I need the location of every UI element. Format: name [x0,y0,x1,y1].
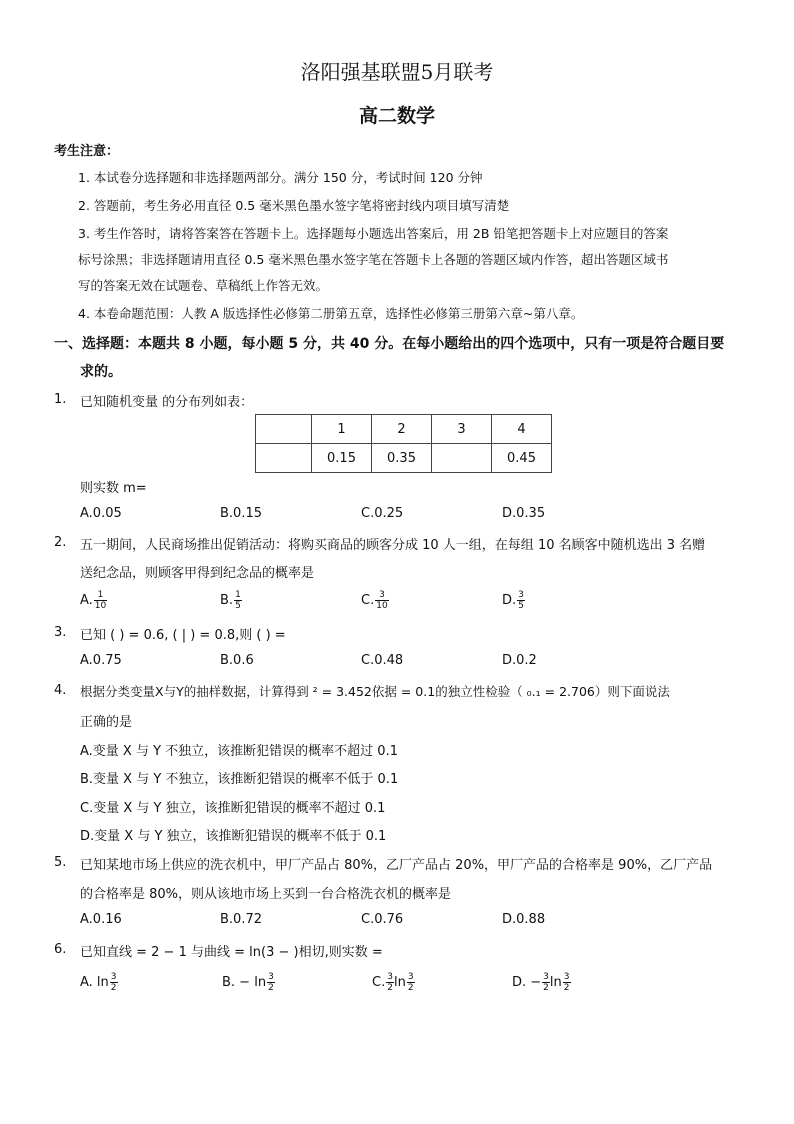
fraction-denominator: 2 [110,983,117,993]
q4-option-b: B.变量 X 与 Y 不独立，该推断犯错误的概率不低于 0.1 [80,772,399,787]
fraction [407,972,415,993]
q5-option-b: B.0.72 [220,912,262,927]
table-row [256,444,552,473]
fraction [110,972,118,993]
q1-after: 则实数 m= [80,481,147,496]
notice-line-6: 4. 本卷命题范围：人教 A 版选择性必修第二册第五章，选择性必修第三册第六章~第八章。 [78,306,584,321]
fraction-numerator: 3 [110,972,117,982]
fraction [542,972,550,993]
q4-stem-line2: 正确的是 [80,715,133,730]
q2-option-b [220,590,242,611]
distribution-table [255,414,552,473]
fraction-numerator: 3 [387,972,393,982]
q3-option-d: D.0.2 [502,653,537,668]
option-label: A. ln [80,975,109,990]
q1-number: 1. [54,392,67,407]
q4-option-a: A.变量 X 与 Y 不独立，该推断犯错误的概率不超过 0.1 [80,744,398,759]
q3-stem: 已知 ( ) = 0.6, ( | ) = 0.8,则 ( ) = [80,628,286,643]
ln-text: ln [393,975,406,990]
table-cell [432,444,492,473]
section-heading-cont: 求的。 [80,364,122,380]
exam-title: 洛阳强基联盟5月联考 [300,60,494,84]
q3-option-b: B.0.6 [220,653,254,668]
option-label: B. [220,593,234,608]
option-label: B. − ln [222,975,267,990]
fraction [386,972,394,993]
q5-option-a: A.0.16 [80,912,122,927]
q4-option-c: C.变量 X 与 Y 独立，该推断犯错误的概率不超过 0.1 [80,801,386,816]
q2-stem-line2: 送纪念品，则顾客甲得到纪念品的概率是 [80,566,315,581]
q1-option-b: B.0.15 [220,506,262,521]
q6-option-a [80,972,118,993]
q4-option-d: D.变量 X 与 Y 独立，该推断犯错误的概率不低于 0.1 [80,829,387,844]
q6-stem: 已知直线 = 2 − 1 与曲线 = ln(3 − )相切,则实数 = [80,945,383,960]
table-cell: 1 [312,415,372,444]
q4-stem-line1: 根据分类变量X与Y的抽样数据，计算得到 ² = 3.452依据 = 0.1的独立性检验（ ₀.₁ = 2.706）则下面说法 [80,684,670,699]
q1-option-c: C.0.25 [361,506,404,521]
q3-option-a: A.0.75 [80,653,122,668]
q4-number: 4. [54,683,67,698]
fraction-numerator: 3 [543,972,549,982]
fraction-denominator: 2 [387,983,393,993]
q2-option-c [361,590,389,611]
q6-option-b [222,972,275,993]
fraction-denominator: 2 [268,983,274,993]
fraction [234,590,242,611]
q6-option-c [372,972,415,993]
q6-number: 6. [54,942,67,957]
fraction-denominator: 5 [518,601,524,611]
notice-line-3: 3. 考生作答时，请将答案答在答题卡上。选择题每小题选出答案后，用 2B 铅笔把答题卡上对应题目的答案 [78,226,669,241]
fraction [517,590,525,611]
table-cell: 2 [372,415,432,444]
table-row [256,415,552,444]
option-label: C. [372,975,386,990]
notice-heading: 考生注意： [54,144,120,159]
fraction-denominator: 2 [563,983,570,993]
table-cell: 4 [492,415,552,444]
fraction-numerator: 3 [563,972,570,982]
exam-subject: 高二数学 [358,105,435,127]
table-cell: 3 [432,415,492,444]
fraction-numerator: 3 [407,972,414,982]
option-label: D. [502,593,517,608]
fraction-numerator: 3 [268,972,274,982]
q5-option-d: D.0.88 [502,912,546,927]
fraction [267,972,275,993]
option-label: D. − [512,975,542,990]
q5-stem-line1: 已知某地市场上供应的洗衣机中，甲厂产品占 80%，乙厂产品占 20%，甲厂产品的合格率是 90%，乙厂产品 [80,858,713,873]
fraction-denominator: 2 [407,983,414,993]
notice-line-5: 写的答案无效在试题卷、草稿纸上作答无效。 [78,278,329,293]
fraction [563,972,571,993]
fraction-denominator: 10 [376,601,388,611]
notice-line-4: 标号涂黑；非选择题请用直径 0.5 毫米黑色墨水签字笔在答题卡上各题的答题区域内作答，超出答题区域书 [78,252,669,267]
fraction-numerator: 3 [518,590,524,600]
q2-option-a [80,590,107,611]
table-cell: 0.15 [312,444,372,473]
q3-option-c: C.0.48 [361,653,404,668]
section-heading: 一、选择题：本题共 8 小题，每小题 5 分，共 40 分。在每小题给出的四个选项中，只有一项是符合题目要 [54,336,725,352]
notice-line-2: 2. 答题前，考生务必用直径 0.5 毫米黑色墨水签字笔将密封线内项目填写清楚 [78,198,510,213]
q2-number: 2. [54,535,67,550]
q3-number: 3. [54,625,67,640]
option-label: A. [80,593,93,608]
q5-stem-line2: 的合格率是 80%，则从该地市场上买到一台合格洗衣机的概率是 [80,887,452,902]
q6-option-d [512,972,571,993]
fraction [94,590,107,611]
q1-option-d: D.0.35 [502,506,546,521]
fraction-denominator: 5 [235,601,241,611]
notice-line-1: 1. 本试卷分选择题和非选择题两部分。满分 150 分，考试时间 120 分钟 [78,170,483,185]
fraction-denominator: 2 [543,983,549,993]
table-cell: 0.45 [492,444,552,473]
table-cell: 0.35 [372,444,432,473]
fraction-denominator: 10 [94,601,107,611]
table-cell [256,444,312,473]
q2-option-d [502,590,525,611]
q1-option-a: A.0.05 [80,506,122,521]
option-label: C. [361,593,375,608]
q5-option-c: C.0.76 [361,912,404,927]
fraction-numerator: 3 [375,590,388,601]
q2-stem-line1: 五一期间，人民商场推出促销活动：将购买商品的顾客分成 10 人一组，在每组 10 名顾客中随机选出 3 名赠 [80,538,706,553]
ln-text: ln [549,975,562,990]
fraction-numerator: 1 [94,590,107,601]
fraction-numerator: 1 [235,590,241,600]
table-cell [256,415,312,444]
q5-number: 5. [54,855,67,870]
fraction [375,590,388,611]
q1-stem: 已知随机变量 的分布列如表： [80,395,254,410]
